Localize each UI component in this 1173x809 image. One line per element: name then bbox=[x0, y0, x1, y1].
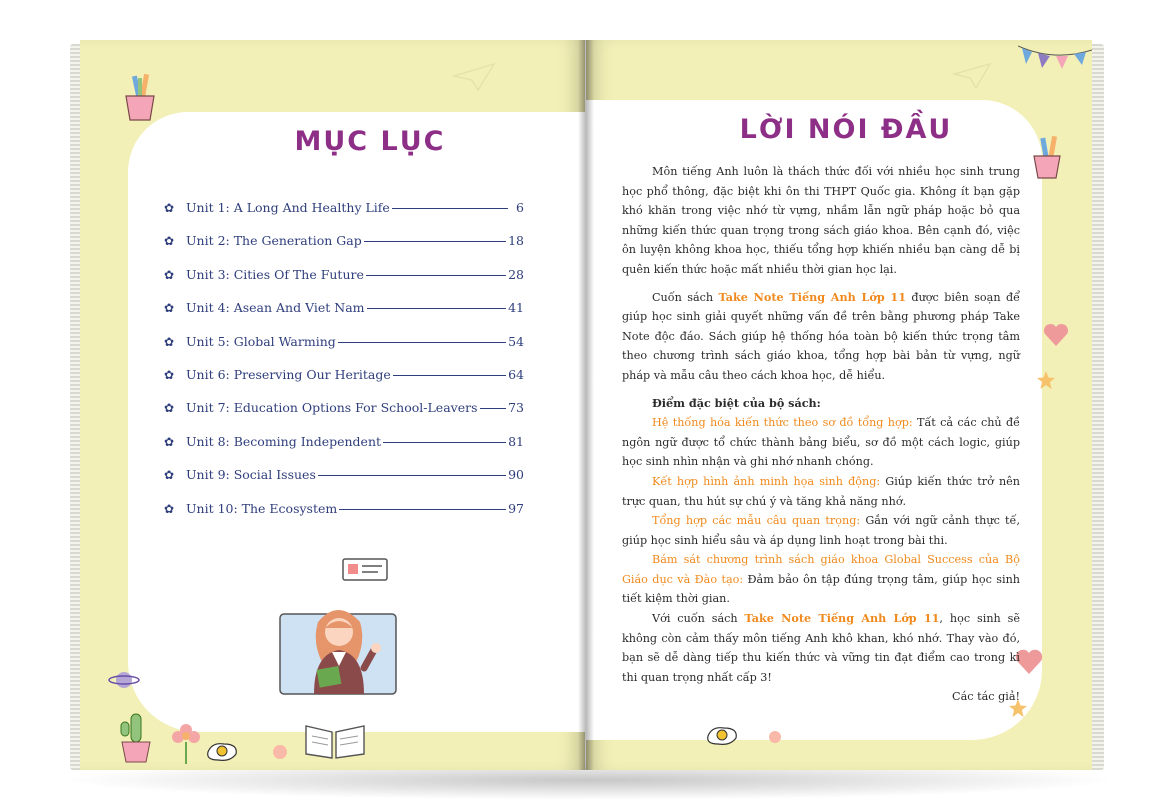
flower-bullet-icon: ✿ bbox=[164, 401, 175, 416]
feature-title: Tổng hợp các mẫu câu quan trọng: bbox=[652, 514, 861, 528]
toc-row[interactable] bbox=[164, 367, 524, 400]
signature: Các tác giả! bbox=[952, 690, 1020, 704]
feature-item bbox=[622, 413, 1020, 472]
toc-leader bbox=[366, 275, 506, 276]
foreword-title: LỜI NÓI ĐẦU bbox=[739, 114, 953, 145]
heart-icon bbox=[1042, 322, 1070, 348]
paragraph-intro: Môn tiếng Anh luôn là thách thức đối với nhiều học sinh trung học phổ thông, đặc biệt khi ôn thi THPT Quốc gia. Không ít bạn gặp khó khăn trong việc nhớ từ vựng, nhầm lẫn ngữ pháp hoặc bỏ qua những kiến thức quan trọng trong sách giáo khoa. Bên cạnh đó, việc ôn luyện không khoa học, thiếu tổng hợp khiến nhiều bạn càng dễ bị quên kiến thức hoặc mất nhiều thời gian học lại. bbox=[622, 165, 1020, 276]
book-name: Take Note Tiếng Anh Lớp 11 bbox=[718, 289, 906, 304]
left-page bbox=[80, 40, 585, 770]
toc-page-number: 90 bbox=[508, 467, 524, 483]
text-span: Cuốn sách bbox=[652, 290, 719, 304]
toc-row[interactable] bbox=[164, 267, 524, 300]
sun-dot-icon bbox=[270, 742, 290, 762]
toc-label: Unit 4: Asean And Viet Nam bbox=[186, 300, 365, 316]
star-icon bbox=[1036, 370, 1056, 390]
toc-label: Unit 5: Global Warming bbox=[186, 333, 336, 349]
toc-label: Unit 8: Becoming Independent bbox=[186, 433, 382, 449]
toc-leader bbox=[367, 308, 507, 309]
toc-row[interactable] bbox=[164, 467, 524, 500]
toc-page-number: 81 bbox=[508, 433, 524, 449]
toc-label: Unit 1: A Long And Healthy Life bbox=[186, 200, 390, 215]
feature-item bbox=[622, 511, 1020, 550]
toc-row[interactable] bbox=[164, 200, 524, 233]
table-of-contents bbox=[164, 200, 524, 534]
id-card-icon bbox=[342, 558, 388, 582]
flower-bullet-icon: ✿ bbox=[164, 367, 175, 382]
book-name: Take Note Tiếng Anh Lớp 11 bbox=[744, 611, 940, 626]
bunting-flags-icon bbox=[1018, 40, 1092, 80]
toc-leader bbox=[393, 375, 506, 376]
toc-row[interactable] bbox=[164, 400, 524, 433]
toc-leader bbox=[338, 342, 506, 343]
foreword-body bbox=[622, 162, 1020, 715]
flower-bullet-icon: ✿ bbox=[164, 201, 175, 215]
toc-row[interactable] bbox=[164, 434, 524, 467]
fried-egg-icon bbox=[204, 740, 240, 762]
right-page-stack bbox=[1092, 44, 1104, 770]
feature-text: Đảm bảo ôn tập đúng trọng tâm, giúp học sinh tiết kiệm thời gian. bbox=[622, 572, 1020, 606]
sun-dot-icon bbox=[766, 728, 784, 746]
feature-item bbox=[622, 550, 1020, 609]
toc-page-number: 54 bbox=[508, 333, 524, 349]
flower-icon bbox=[168, 722, 204, 766]
teacher-illustration bbox=[278, 592, 400, 702]
toc-label: Unit 2: The Generation Gap bbox=[186, 233, 362, 249]
flower-bullet-icon: ✿ bbox=[164, 267, 175, 282]
toc-leader bbox=[364, 241, 506, 242]
toc-label: Unit 9: Social Issues bbox=[186, 467, 316, 483]
feature-item bbox=[622, 472, 1020, 511]
toc-leader bbox=[318, 475, 506, 476]
features-heading: Điểm đặc biệt của bộ sách: bbox=[652, 395, 821, 410]
toc-leader bbox=[392, 208, 508, 209]
text-span: được biên soạn để giúp học sinh giải quyết những vấn đề trên bằng phương pháp Take Note độc đáo. Sách giúp hệ thống hóa toàn bộ kiến thức trọng tâm theo chương trình sách giáo khoa, tổng hợp bài bản từ vựng, ngữ pháp và mẫu câu theo cách khoa học, dễ hiểu. bbox=[622, 290, 1021, 382]
paragraph-closing bbox=[622, 609, 1020, 687]
toc-page-number: 6 bbox=[516, 200, 524, 215]
fried-egg-icon bbox=[704, 724, 740, 746]
toc-label: Unit 7: Education Options For School-Leavers bbox=[186, 400, 478, 416]
toc-page-number: 18 bbox=[508, 233, 524, 249]
feature-text: Tất cả các chủ đề ngôn ngữ được tổ chức thành bảng biểu, sơ đồ một cách logic, giúp học sinh nhìn nhận và ghi nhớ nhanh chóng. bbox=[622, 416, 1020, 469]
toc-leader bbox=[480, 408, 507, 409]
planet-icon bbox=[108, 668, 140, 692]
text-span: , học sinh sẽ không còn cảm thấy môn tiếng Anh khô khan, khó nhớ. Thay vào đó, bạn sẽ dễ dàng tiếp thu kiến thức và vững tin đạt điểm cao trong kì thi quan trọng nhất cấp 3! bbox=[622, 612, 1020, 684]
toc-leader bbox=[383, 442, 506, 443]
paper-plane-icon bbox=[452, 62, 496, 92]
flower-bullet-icon: ✿ bbox=[164, 468, 175, 483]
toc-page-number: 28 bbox=[508, 266, 524, 282]
toc-row[interactable] bbox=[164, 334, 524, 367]
toc-page-number: 97 bbox=[508, 500, 524, 516]
right-page bbox=[586, 40, 1092, 770]
feature-title: Hệ thống hóa kiến thức theo sơ đồ tổng hợp: bbox=[652, 416, 913, 430]
feature-text: Gắn với ngữ cảnh thực tế, giúp học sinh hiểu sâu và áp dụng linh hoạt trong bài thi. bbox=[622, 514, 1020, 547]
feature-title: Kết hợp hình ảnh minh họa sinh động: bbox=[652, 474, 881, 488]
toc-label: Unit 6: Preserving Our Heritage bbox=[186, 366, 391, 382]
flower-bullet-icon: ✿ bbox=[164, 234, 175, 249]
toc-page-number: 41 bbox=[508, 300, 524, 316]
toc-row[interactable] bbox=[164, 300, 524, 333]
pencil-cup-icon bbox=[120, 74, 160, 124]
toc-label: Unit 10: The Ecosystem bbox=[186, 500, 338, 516]
paragraph-book bbox=[622, 288, 1020, 386]
flower-bullet-icon: ✿ bbox=[164, 301, 175, 316]
toc-page-number: 73 bbox=[508, 400, 524, 416]
text-span: Với cuốn sách bbox=[652, 612, 745, 626]
toc-label: Unit 3: Cities Of The Future bbox=[186, 266, 364, 282]
toc-title: MỤC LỤC bbox=[294, 126, 446, 157]
flower-bullet-icon: ✿ bbox=[164, 501, 175, 516]
cactus-icon bbox=[116, 708, 156, 764]
pencil-cup-icon bbox=[1030, 136, 1066, 180]
feature-title: Bám sát chương trình sách giáo khoa Global Success của Bộ Giáo dục và Đào tạo: bbox=[622, 553, 1020, 586]
toc-page-number: 64 bbox=[508, 366, 524, 382]
feature-text: Giúp kiến thức trở nên trực quan, thu hút sự chú ý và tăng khả năng nhớ. bbox=[622, 474, 1020, 508]
flower-bullet-icon: ✿ bbox=[164, 434, 175, 449]
paper-plane-icon bbox=[952, 62, 992, 90]
toc-leader bbox=[339, 509, 506, 510]
toc-row[interactable] bbox=[164, 233, 524, 266]
book-spine bbox=[578, 40, 594, 770]
toc-row[interactable] bbox=[164, 501, 524, 534]
open-book-icon bbox=[302, 724, 368, 762]
flower-bullet-icon: ✿ bbox=[164, 334, 175, 349]
